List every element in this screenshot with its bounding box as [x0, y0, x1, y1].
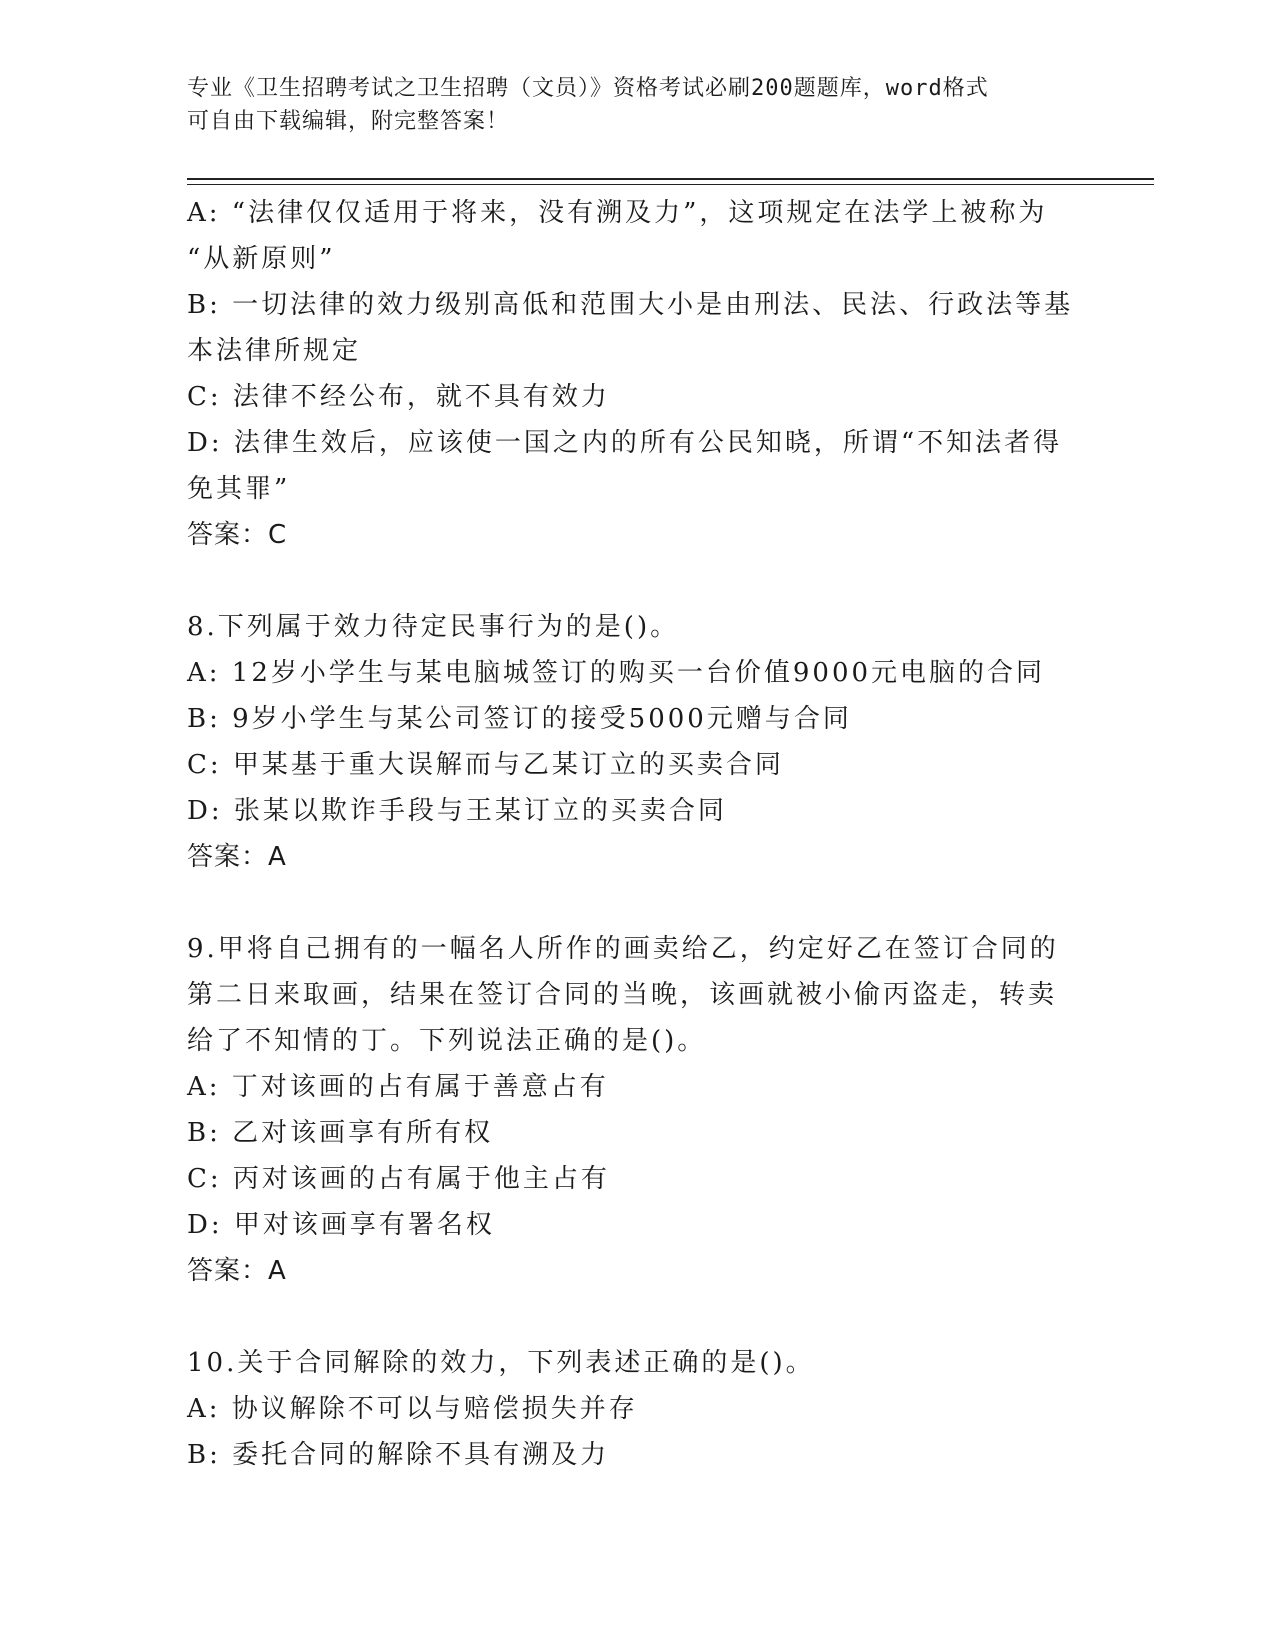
option-a-line-1: A: “法律仅仅适用于将来，没有溯及力”，这项规定在法学上被称为 — [187, 198, 1048, 228]
question-stem-line-3: 给了不知情的丁。下列说法正确的是()。 — [187, 1026, 707, 1056]
option-a: A: 丁对该画的占有属于善意占有 — [187, 1072, 609, 1102]
option-c: C: 丙对该画的占有属于他主占有 — [187, 1164, 610, 1194]
option-d-line-2: 免其罪” — [187, 474, 291, 504]
option-b-line-2: 本法律所规定 — [187, 336, 362, 366]
answer: 答案：A — [187, 1256, 287, 1286]
option-b: B: 委托合同的解除不具有溯及力 — [187, 1440, 610, 1470]
question-8 — [187, 604, 1077, 880]
option-b: B: 9岁小学生与某公司签订的接受5000元赠与合同 — [187, 704, 852, 734]
question-stem: 10.关于合同解除的效力，下列表述正确的是()。 — [187, 1348, 815, 1378]
option-d: D: 甲对该画享有署名权 — [187, 1210, 495, 1240]
option-d: D: 张某以欺诈手段与王某订立的买卖合同 — [187, 796, 727, 826]
header-title-line-1: 专业《卫生招聘考试之卫生招聘（文员）》资格考试必刷200题题库，word格式 — [187, 76, 989, 101]
question-stem: 8.下列属于效力待定民事行为的是()。 — [187, 612, 680, 642]
header-divider-thin — [187, 184, 1154, 185]
option-a-line-2: “从新原则” — [187, 244, 336, 274]
question-10 — [187, 1340, 1077, 1478]
option-c: C: 法律不经公布，就不具有效力 — [187, 382, 610, 412]
question-list — [187, 190, 1077, 1478]
spacer — [187, 558, 1077, 604]
question-7 — [187, 190, 1077, 558]
spacer — [187, 1294, 1077, 1340]
header-title-line-2: 可自由下载编辑，附完整答案！ — [187, 109, 510, 134]
document-header — [187, 72, 1087, 138]
answer: 答案：C — [187, 520, 288, 550]
header-divider-thick — [187, 178, 1154, 180]
option-a: A: 12岁小学生与某电脑城签订的购买一台价值9000元电脑的合同 — [187, 658, 1046, 688]
answer: 答案：A — [187, 842, 287, 872]
option-b-line-1: B: 一切法律的效力级别高低和范围大小是由刑法、民法、行政法等基 — [187, 290, 1074, 320]
option-b: B: 乙对该画享有所有权 — [187, 1118, 494, 1148]
question-9 — [187, 926, 1077, 1294]
spacer — [187, 880, 1077, 926]
option-d-line-1: D: 法律生效后，应该使一国之内的所有公民知晓，所谓“不知法者得 — [187, 428, 1063, 458]
question-stem-line-1: 9.甲将自己拥有的一幅名人所作的画卖给乙，约定好乙在签订合同的 — [187, 934, 1059, 964]
option-c: C: 甲某基于重大误解而与乙某订立的买卖合同 — [187, 750, 784, 780]
option-a: A: 协议解除不可以与赔偿损失并存 — [187, 1394, 638, 1424]
question-stem-line-2: 第二日来取画，结果在签订合同的当晚，该画就被小偷丙盗走，转卖 — [187, 980, 1058, 1010]
